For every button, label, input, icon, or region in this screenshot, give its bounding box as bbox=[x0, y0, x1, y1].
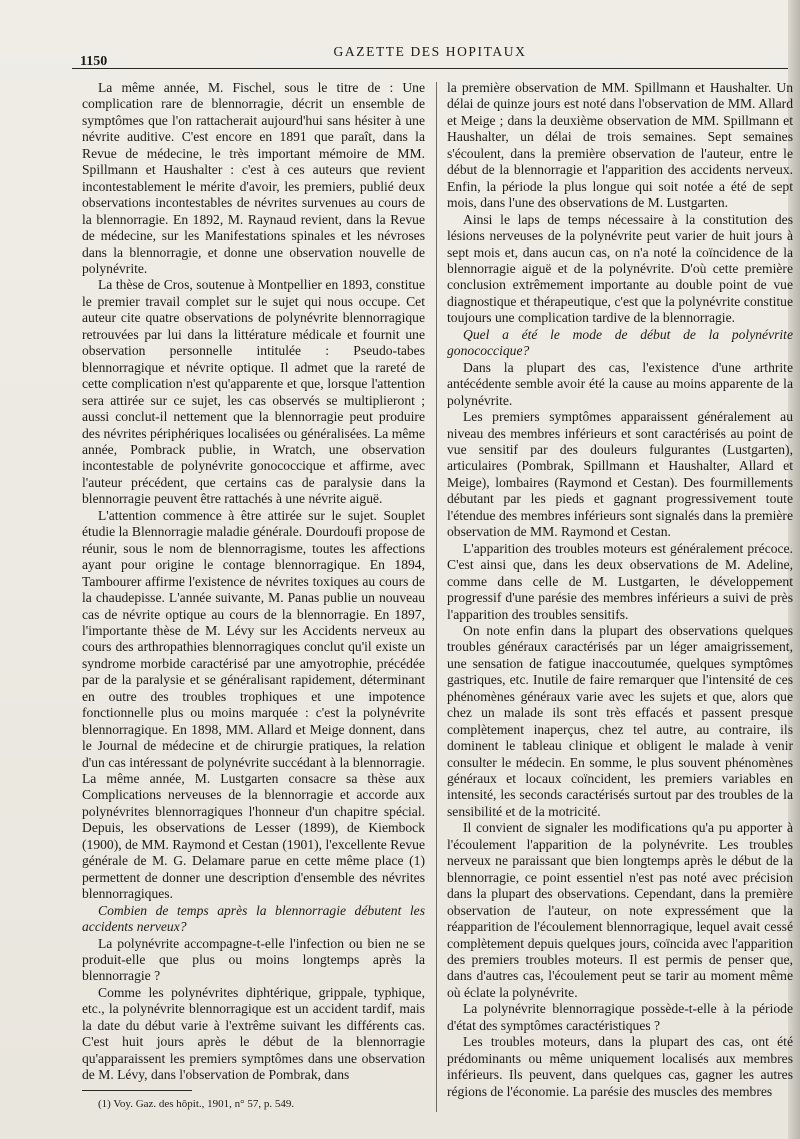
column-divider bbox=[436, 82, 437, 1112]
right-column bbox=[447, 80, 793, 1120]
section-question-heading: Combien de temps après la blennorragie débutent les accidents nerveux? bbox=[82, 902, 425, 935]
page-number: 1150 bbox=[80, 54, 108, 69]
paragraph: La polynévrite accompagne-t-elle l'infection ou bien ne se produit-elle que plus ou moins longtemps après la blennorragie ? bbox=[82, 935, 425, 984]
paragraph: Dans la plupart des cas, l'existence d'une arthrite antécédente semble avoir été la cause au moins apparente de la polynévrite. bbox=[447, 359, 793, 408]
paragraph: L'attention commence à être attirée sur le sujet. Souplet étudie la Blennorragie maladie générale. Dourdoufi propose de réunir, sous le nom de blennorragisme, toutes les affections ayant pour origine le contage blennorragique. En 1894, Tambourer affirme l'existence de névrites toxiques au cours de la chaudepisse. L'année suivante, M. Panas publie un nouveau cas de névrite optique au cours de la blennorragie. En 1897, l'importante thèse de M. Lévy sur les Accidents nerveux au cours des arthropathies blennorragiques conclut qu'il existe un syndrome morbide caractérisé par une amyotrophie, précédée par de la paralysie et se généralisant rapidement, déterminant en outre des troubles trophiques et une impotence fonctionnelle plus ou moins marquée : c'est la polynévrite blennorragique. En 1898, MM. Allard et Meige donnent, dans le Journal de médecine et de chirurgie pratiques, la relation d'un cas intéressant de polynévrite succédant à la blennorragie. La même année, M. Lustgarten consacre sa thèse aux Complications nerveuses de la blennorragie et accorde aux polynévrites blennorragiques l'honneur d'un chapitre spécial. Depuis, les observations de Lesser (1899), de Kiembock (1900), de MM. Raymond et Cestan (1901), l'excellente Revue générale de M. G. Delamare parue en cette même place (1) permettent de donner une description d'ensemble des névrites blennorragiques. bbox=[82, 507, 425, 902]
page-header bbox=[72, 40, 788, 74]
paragraph: Ainsi le laps de temps nécessaire à la constitution des lésions nerveuses de la polynévrite peut varier de huit jours à sept mois et, dans aucun cas, on n'a noté la coïncidence de la blennorragie aiguë et de la polynévrite. D'où cette première conclusion extrêmement importante au double point de vue diagnostique et thérapeutique, c'est que la polynévrite constitue toujours une complication tardive de la blennorragie. bbox=[447, 211, 793, 326]
paragraph: Les premiers symptômes apparaissent généralement au niveau des membres inférieurs et sont caractérisés au point de vue sensitif par des douleurs fulgurantes (Lustgarten), articulaires (Pombrak, Spillmann et Haushalter, Allard et Meige), lombaires (Raymond et Cestan). Des fourmillements débutant par les pieds et gagnant progressivement toute l'étendue des membres inférieurs sont signalés dans la première observation de MM. Raymond et Cestan. bbox=[447, 409, 793, 540]
paragraph: L'apparition des troubles moteurs est généralement précoce. C'est ainsi que, dans les deux observations de M. Adeline, comme dans celle de M. Lustgarten, le développement progressif d'une parésie des membres inférieurs a suivi de près l'apparition des troubles sensitifs. bbox=[447, 540, 793, 622]
section-question-heading: Quel a été le mode de début de la polynévrite gonococcique? bbox=[447, 326, 793, 359]
footnote: (1) Voy. Gaz. des hôpit., 1901, n° 57, p. 549. bbox=[98, 1097, 295, 1110]
paragraph: La même année, M. Fischel, sous le titre de : Une complication rare de blennorragie, décrit un ensemble de symptômes que l'on rattacherait aujourd'hui sans hésiter à une névrite auditive. C'est encore en 1891 que paraît, dans la Revue de médecine, le très important mémoire de MM. Spillmann et Haushalter : c'est à ces auteurs que revient incontestablement le mérite d'avoir, les premiers, publié deux observations incontestables de névrites survenues au cours de la blennorragie. En 1892, M. Raynaud revient, dans la Revue de médecine, sur les Manifestations spinales et les névroses dans la blennorragie, et donne une observation nouvelle de polynévrite. bbox=[82, 80, 425, 276]
paragraph: la première observation de MM. Spillmann et Haushalter. Un délai de quinze jours est noté dans l'observation de MM. Allard et Meige ; dans la deuxième observation de MM. Spillmann et Haushalter, un délai de trois semaines. Sept semaines s'écoulent, dans la première observation de l'auteur, entre le début de la blennorragie et l'apparition des accidents nerveux. Enfin, la période la plus longue qui soit notée a été de sept mois, dans l'une des observations de M. Lustgarten. bbox=[447, 80, 793, 211]
header-rule bbox=[72, 68, 788, 69]
left-column bbox=[82, 80, 425, 1120]
paragraph: Comme les polynévrites diphtérique, grippale, typhique, etc., la polynévrite blennorragique est un accident tardif, mais la date du début varie à l'extrême suivant les différents cas. C'est huit jours après le début de la blennorragie qu'apparaissent les premiers symptômes dans une observation de M. Lévy, dans l'observation de Pombrak, dans bbox=[82, 984, 425, 1083]
paragraph: Il convient de signaler les modifications qu'a pu apporter à l'écoulement l'apparition de la polynévrite. Les troubles nerveux ne paraissant que bien longtemps après le début de la blennorragie, ce point essentiel n'est pas noté avec précision dans la plupart des observations. Cependant, dans la première observation de l'auteur, on note expressément que la réapparition de l'écoulement blennorragique, lequel avait cessé complètement depuis quelques jours, coïncida avec l'apparition des premiers troubles moteurs. Il est permis de penser que, dans d'autres cas, l'écoulement peut se tarir au moment même où éclate la polynévrite. bbox=[447, 820, 793, 1000]
paragraph: La polynévrite blennorragique possède-t-elle à la période d'état des symptômes caractéristiques ? bbox=[447, 1001, 793, 1033]
paragraph: La thèse de Cros, soutenue à Montpellier en 1893, constitue le premier travail complet sur le sujet qui nous occupe. Cet auteur cite quatre observations de polynévrite blennorragique retrouvées par lui dans la littérature médicale et fournit une observation personnelle intitulée : Pseudo-tabes blennorragique et névrite optique. Il admet que la rareté de cette complication n'est qu'apparente et que, lorsque l'attention sera attirée sur ce sujet, les cas observés se multiplieront ; aussi conclut-il nettement que la blennorragie peut produire des névrites périphériques localisées ou généralisées. La même année, Pombrack publie, in Wratch, une observation incontestable de polynévrite gonococcique et affirme, avec l'auteur précédent, que certains cas de paralysie dans la blennorragie peuvent être rattachés à une névrite aiguë. bbox=[82, 277, 425, 507]
footnote-rule bbox=[82, 1090, 192, 1091]
paragraph: On note enfin dans la plupart des observations quelques troubles généraux caractérisés par un léger amaigrissement, une sensation de fatigue inaccoutumée, quelques symptômes gastriques, etc. Inutile de faire remarquer que l'intensité de ces phénomènes généraux varie avec les sujets et que, alors que chez un malade ils sont très effacés et passent presque complètement inaperçus, chez tel autre, au contraire, ils dominent le tableau clinique et obligent le malade à venir consulter le médecin. En somme, le plus souvent phénomènes généraux et locaux coïncident, les premiers variables en intensité, les seconds caractérisés surtout par des troubles de la sensibilité et de la motricité. bbox=[447, 622, 793, 819]
paragraph: Les troubles moteurs, dans la plupart des cas, ont été prédominants ou même uniquement localisés aux membres inférieurs. Ils peuvent, dans quelques cas, gagner les autres régions de l'économie. La parésie des muscles des membres bbox=[447, 1034, 793, 1099]
running-title: GAZETTE DES HOPITAUX bbox=[333, 44, 527, 59]
